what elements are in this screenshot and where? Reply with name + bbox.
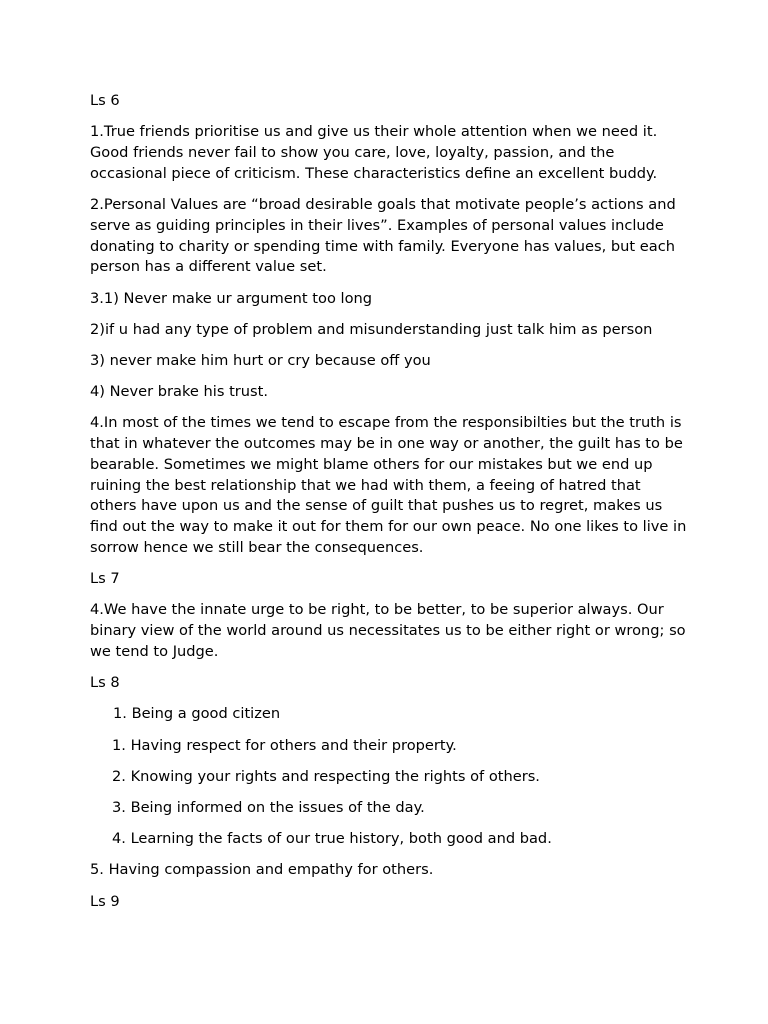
document-page xyxy=(90,91,690,923)
list-item-rights: 2. Knowing your rights and respecting the rights of others. xyxy=(112,767,540,785)
answer-4-responsibilities: 4.In most of the times we tend to escape from the responsibilties but the truth is that in whatever the outcomes may be in one way or another, the guilt has to be bearable. Sometimes we might blame others for our mistakes but we end up ruining the best relationship that we had with them, a feeing of hatred that others have upon us and the sense of guilt that pushes us to regret, makes us find out the way to make it out for them for our own peace. No one likes to live in sorrow hence we still bear the consequences. xyxy=(90,414,687,557)
heading-ls7: Ls 7 xyxy=(90,570,120,588)
heading-ls6: Ls 6 xyxy=(90,92,120,109)
list-item-good-citizen: 1. Being a good citizen xyxy=(113,705,281,723)
answer-4-judge: 4.We have the innate urge to be right, to be better, to be superior always. Our binary view of the world around us necessitates us to be either right or wrong; so we tend to Judge. xyxy=(90,601,686,661)
answer-2-personal-values: 2.Personal Values are “broad desirable goals that motivate people’s actions and serve as guiding principles in their lives”. Examples of personal values include donating to charity or spending time with family. Everyone has values, but each person has a different value set. xyxy=(90,195,676,276)
answer-3-item-1: 3.1) Never make ur argument too long xyxy=(90,289,373,307)
answer-3-item-3: 3) never make him hurt or cry because off you xyxy=(90,351,431,369)
heading-ls9: Ls 9 xyxy=(90,892,120,910)
list-item-history: 4. Learning the facts of our true history, both good and bad. xyxy=(112,830,552,848)
list-item-informed: 3. Being informed on the issues of the day. xyxy=(112,798,425,816)
list-item-compassion: 5. Having compassion and empathy for others. xyxy=(90,861,434,879)
answer-1-true-friends: 1.True friends prioritise us and give us their whole attention when we need it. Good friends never fail to show you care, love, loyalty, passion, and the occasional piece of criticism. These characteristics define an excellent buddy. xyxy=(90,123,658,182)
heading-ls8: Ls 8 xyxy=(90,674,120,692)
answer-3-item-4: 4) Never brake his trust. xyxy=(90,383,269,401)
answer-3-item-2: 2)if u had any type of problem and misunderstanding just talk him as person xyxy=(90,320,653,338)
list-item-respect: 1. Having respect for others and their property. xyxy=(112,736,457,754)
